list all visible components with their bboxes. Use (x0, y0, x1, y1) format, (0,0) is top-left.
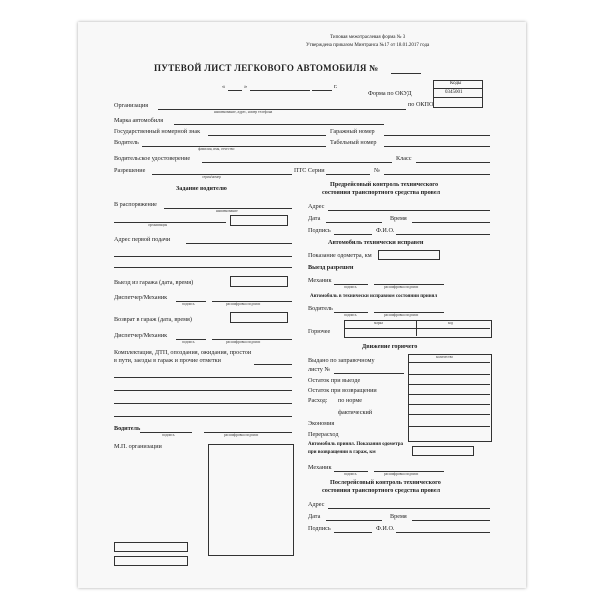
day-line[interactable] (228, 90, 242, 91)
okpo-label: по ОКПО (408, 101, 434, 108)
posttrip-date-label: Дата (308, 513, 321, 520)
exit-garage-label: Выезд из гаража (дата, время) (114, 279, 194, 286)
remain-exit-label: Остаток при выезде (308, 377, 361, 384)
quantity-row-0 (408, 362, 490, 363)
dispatcher1-label: Диспетчер/Механик (114, 294, 168, 301)
mechanic-decode-hint: расшифровка подписи (384, 285, 419, 289)
posttrip-address-line[interactable] (328, 508, 490, 509)
pts-no-label: № (374, 167, 380, 174)
pts-series-label: ПТС Серии (294, 167, 325, 174)
issued-label1: Выдано по заправочному (308, 357, 375, 364)
posttrip-time-line[interactable] (412, 520, 490, 521)
fuel-code-col: код (448, 321, 454, 325)
economy-label: Экономия (308, 420, 335, 427)
disposal-hint: наименование (216, 209, 238, 213)
mechanic2-label: Механик (308, 464, 332, 471)
odometer-box[interactable] (378, 250, 440, 260)
bottom-left-box1[interactable] (114, 542, 188, 552)
accepted-car-label: Автомобиль принял. Показания одометра (308, 442, 403, 447)
license-label: Водительское удостоверение (114, 155, 191, 162)
mechanic-sign-hint: подпись (344, 285, 357, 289)
first-address-line1[interactable] (186, 243, 292, 244)
pretrip-date-label: Дата (308, 215, 321, 222)
posttrip-fio-line[interactable] (396, 532, 490, 533)
pretrip-address-label: Адрес (308, 203, 325, 210)
permit-line[interactable] (152, 174, 292, 175)
first-address-line2[interactable] (114, 256, 292, 257)
pretrip-heading2: состояния транспортного средства провел (322, 189, 441, 196)
car-brand-line[interactable] (174, 124, 384, 125)
garage-no-line[interactable] (384, 135, 490, 136)
fuel-table-col-divider (416, 320, 417, 336)
driver-decode-hint: расшифровка подписи (224, 433, 259, 437)
garage-no-label: Гаражный номер (330, 128, 375, 135)
okud-value: 0345001 (445, 90, 463, 95)
pretrip-date-line[interactable] (326, 222, 382, 223)
quantity-row-3 (408, 394, 490, 395)
tab-no-line[interactable] (384, 146, 490, 147)
pretrip-fio-line[interactable] (396, 234, 490, 235)
tech-ok-label: Автомобиль технически исправен (328, 239, 424, 246)
organization-hint: наименование, адрес, номер телефона (214, 110, 273, 114)
form-type-text: Типовая межотраслевая форма № 3 (330, 35, 406, 40)
dispatcher2-sign-hint: подпись (182, 340, 195, 344)
driver-line[interactable] (142, 146, 326, 147)
driver-label: Водитель (114, 139, 139, 146)
odometer-label: Показание одометра, км (308, 252, 372, 259)
issued-line[interactable] (334, 373, 404, 374)
pts-series-line[interactable] (326, 174, 370, 175)
notes-line1[interactable] (114, 377, 292, 378)
driver-sign-label: Водитель (114, 425, 141, 432)
codes-label: Коды (450, 81, 462, 86)
quantity-row-2 (408, 384, 490, 385)
series-hint: серия/номер (202, 175, 221, 179)
posttrip-heading2: состояния транспортного средства провел (322, 487, 441, 494)
posttrip-fio-label: Ф.И.О. (376, 525, 395, 532)
notes-line2[interactable] (114, 390, 292, 391)
year-line[interactable] (312, 90, 332, 91)
approval-text: Утверждена приказом Минтранса №17 от 18.01.2017 года (306, 43, 430, 48)
pretrip-sign-label: Подпись (308, 227, 331, 234)
fuel-table (344, 320, 492, 338)
class-label: Класс (396, 155, 412, 162)
accepted-ok-label: Автомобиль в технически исправном состоянии принял (310, 294, 438, 299)
fuel-quantity-column (408, 354, 492, 442)
notes-line0[interactable] (254, 364, 292, 365)
first-address-label: Адрес первой подачи (114, 236, 171, 243)
tab-no-label: Табельный номер (330, 139, 377, 146)
consumption-label: Расход: (308, 397, 328, 404)
pretrip-sign-line[interactable] (334, 234, 372, 235)
class-line[interactable] (416, 162, 490, 163)
mechanic2-decode-hint: расшифровка подписи (384, 472, 419, 476)
pretrip-fio-label: Ф.И.О. (376, 227, 395, 234)
on-return-label: при возвращении в гараж, км (308, 450, 376, 455)
return-garage-box[interactable] (230, 312, 288, 323)
dispatcher2-label: Диспетчер/Механик (114, 332, 168, 339)
by-norm-label: по норме (338, 397, 363, 404)
posttrip-time-label: Время (390, 513, 407, 520)
issued-label2: листу № (308, 366, 331, 373)
disposal-label: В распоряжение (114, 201, 157, 208)
overspend-label: Перерасход (308, 431, 339, 438)
notes-label-line2: в пути, заезды в гараж и прочие отметки (114, 357, 221, 364)
organization-label: Организация (114, 102, 149, 109)
plate-line[interactable] (208, 135, 326, 136)
waybill-sheet (78, 22, 526, 588)
org-hint: организация (148, 223, 168, 227)
right-driver-label: Водитель (308, 305, 333, 312)
organization-line[interactable] (158, 109, 406, 110)
dispatcher1-decode-hint: расшифровка подписи (226, 302, 261, 306)
pretrip-time-line[interactable] (412, 222, 490, 223)
posttrip-heading1: Послерейсовый контроль технического (330, 479, 441, 486)
notes-line4[interactable] (114, 416, 292, 417)
mp-org-label: М.П. организации (114, 443, 162, 450)
month-line[interactable] (250, 90, 310, 91)
mechanic-label: Механик (308, 277, 332, 284)
okud-label: Форма по ОКУД (368, 90, 412, 97)
form-title: ПУТЕВОЙ ЛИСТ ЛЕГКОВОГО АВТОМОБИЛЯ № (154, 63, 379, 73)
fuel-brand-col: марка (374, 321, 383, 325)
mechanic2-sign-hint: подпись (344, 472, 357, 476)
quantity-row-5 (408, 414, 490, 415)
fuel-table-divider (344, 328, 490, 329)
stamp-box (208, 444, 294, 556)
permit-label: Разрешение (114, 167, 146, 174)
okpo-box[interactable] (433, 97, 483, 108)
license-line[interactable] (202, 162, 392, 163)
fuel-label: Горючее (308, 328, 331, 335)
posttrip-sign-label: Подпись (308, 525, 331, 532)
first-address-line3[interactable] (114, 267, 292, 268)
dispatcher1-sign-hint: подпись (182, 302, 195, 306)
org-box[interactable] (230, 215, 288, 226)
exit-allowed-label: Выезд разрешен (308, 264, 354, 271)
date-close-quote: » (244, 83, 248, 90)
posttrip-sign-line[interactable] (334, 532, 372, 533)
quantity-row-1 (408, 374, 490, 375)
actual-label: фактический (338, 409, 373, 416)
quantity-row-4 (408, 404, 490, 405)
return-garage-label: Возврат в гараж (дата, время) (114, 316, 192, 323)
posttrip-address-label: Адрес (308, 501, 325, 508)
year-suffix: г. (334, 83, 338, 90)
dispatcher2-decode-hint: расшифровка подписи (226, 340, 261, 344)
bottom-left-box2[interactable] (114, 556, 188, 566)
pretrip-address-line[interactable] (328, 210, 490, 211)
form-number-line[interactable] (391, 73, 421, 74)
return-odometer-box[interactable] (412, 446, 474, 456)
pts-no-line[interactable] (384, 174, 490, 175)
right-driver-decode-hint: расшифровка подписи (384, 313, 419, 317)
posttrip-date-line[interactable] (326, 520, 382, 521)
fuel-movement-heading: Движение горючего (362, 343, 418, 350)
quantity-col-label: количество (436, 355, 454, 359)
date-open-quote: « (222, 83, 226, 90)
exit-garage-box[interactable] (230, 276, 288, 287)
right-driver-sign-hint: подпись (344, 313, 357, 317)
car-brand-label: Марка автомобиля (114, 117, 164, 124)
notes-label-line1: Комплектация, ДТП, опоздания, ожидания, простои (114, 349, 252, 356)
driver-sign-hint: подпись (162, 433, 175, 437)
remain-return-label: Остаток при возвращении (308, 387, 377, 394)
task-heading: Задание водителю (176, 185, 227, 192)
pretrip-heading1: Предрейсовый контроль технического (330, 181, 439, 188)
org-line[interactable] (114, 222, 226, 223)
notes-line3[interactable] (114, 403, 292, 404)
pretrip-time-label: Время (390, 215, 407, 222)
plate-label: Государственный номерной знак (114, 128, 201, 135)
quantity-row-6 (408, 426, 490, 427)
driver-hint: фамилия, имя, отчество (198, 147, 235, 151)
